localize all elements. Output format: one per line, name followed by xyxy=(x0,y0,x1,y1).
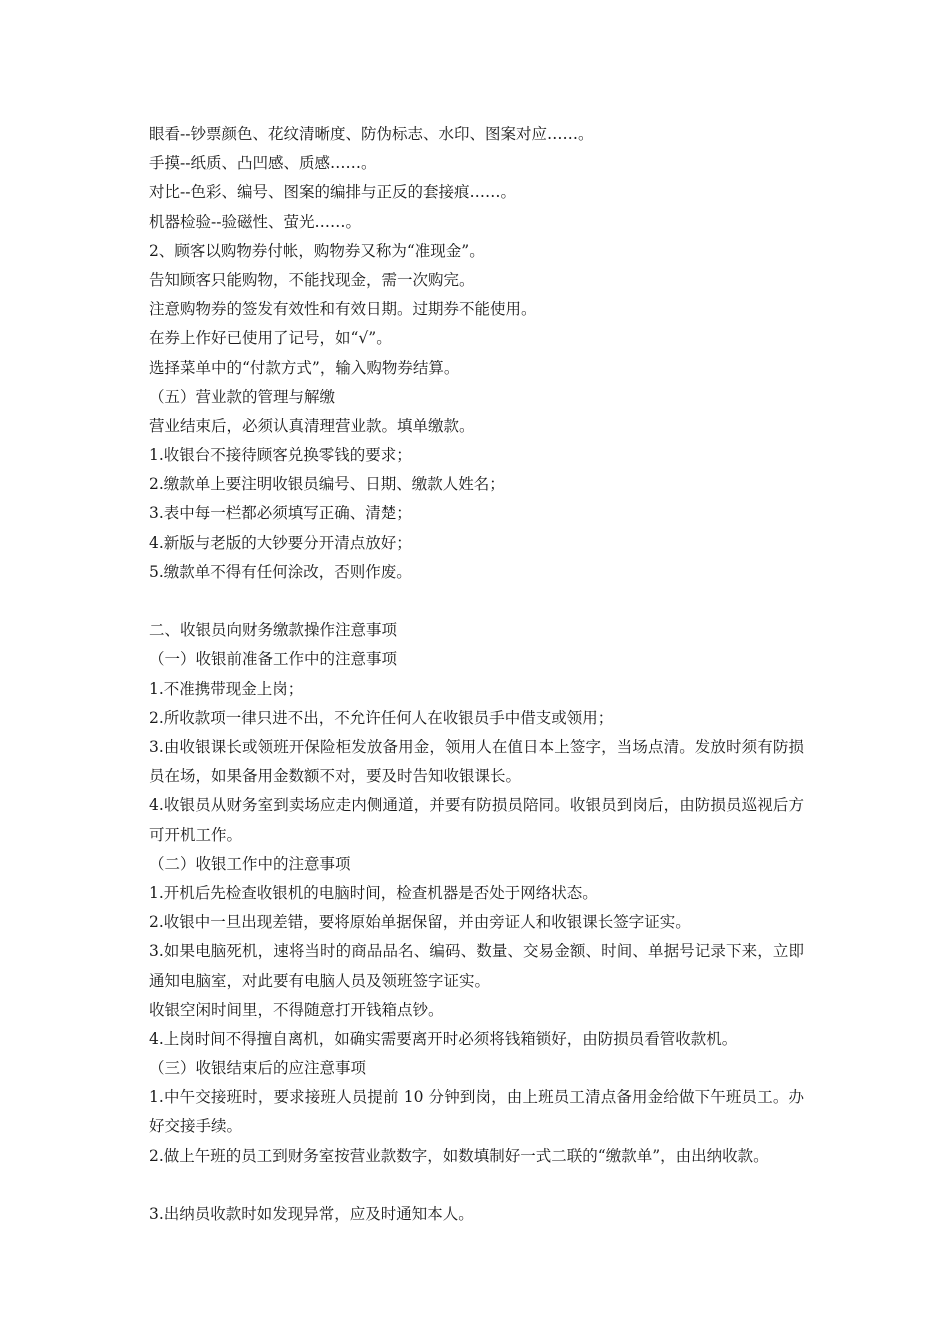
list-item: 4.收银员从财务室到卖场应走内侧通道，并要有防损员陪同。收银员到岗后，由防损员巡视后方可开机工作。 xyxy=(149,796,804,844)
section-heading: 二、收银员向财务缴款操作注意事项 xyxy=(149,621,398,640)
list-item: 2.收银中一旦出现差错，要将原始单据保留，并由旁证人和收银课长签字证实。 xyxy=(149,913,691,932)
list-item: 2.缴款单上要注明收银员编号、日期、缴款人姓名； xyxy=(149,475,505,494)
paragraph: 2、顾客以购物券付帐，购物券又称为“准现金”。 xyxy=(149,241,485,260)
paragraph: 手摸--纸质、凸凹感、质感……。 xyxy=(149,154,377,173)
paragraph: 告知顾客只能购物，不能找现金，需一次购完。 xyxy=(149,270,475,289)
subsection-heading: （一）收银前准备工作中的注意事项 xyxy=(149,650,398,669)
list-item: 1.不准携带现金上岗； xyxy=(149,679,304,698)
list-item: 5.缴款单不得有任何涂改，否则作废。 xyxy=(149,562,412,581)
list-item: 1.开机后先检查收银机的电脑时间，检查机器是否处于网络状态。 xyxy=(149,883,598,902)
list-item: 3.出纳员收款时如发现异常，应及时通知本人。 xyxy=(149,1205,474,1224)
list-item: 1.中午交接班时，要求接班人员提前 10 分钟到岗，由上班员工清点备用金给做下午班员工。办好交接手续。 xyxy=(149,1088,804,1136)
paragraph: 机器检验--验磁性、萤光……。 xyxy=(149,212,361,231)
list-item: 1.收银台不接待顾客兑换零钱的要求； xyxy=(149,446,412,465)
list-item: 2.所收款项一律只进不出，不允许任何人在收银员手中借支或领用； xyxy=(149,708,614,727)
paragraph: 对比--色彩、编号、图案的编排与正反的套接痕……。 xyxy=(149,183,516,202)
paragraph: 眼看--钞票颜色、花纹清晰度、防伪标志、水印、图案对应……。 xyxy=(149,125,594,143)
list-item: 4.上岗时间不得擅自离机，如确实需要离开时必须将钱箱锁好，由防损员看管收款机。 xyxy=(149,1029,738,1048)
paragraph: 注意购物券的签发有效性和有效日期。过期券不能使用。 xyxy=(149,300,537,319)
paragraph: 营业结束后，必须认真清理营业款。填单缴款。 xyxy=(149,416,475,435)
paragraph: 收银空闲时间里，不得随意打开钱箱点钞。 xyxy=(149,1000,444,1019)
section-heading: （五）营业款的管理与解缴 xyxy=(149,387,336,406)
list-item: 2.做上午班的员工到财务室按营业款数字，如数填制好一式二联的“缴款单”，由出纳收款。 xyxy=(149,1146,769,1165)
document-body xyxy=(149,120,804,1229)
list-item: 4.新版与老版的大钞要分开清点放好； xyxy=(149,533,412,552)
blank-line xyxy=(149,587,804,616)
subsection-heading: （三）收银结束后的应注意事项 xyxy=(149,1059,367,1078)
list-item: 3.由收银课长或领班开保险柜发放备用金，领用人在值日本上签字，当场点清。发放时须有防损员在场，如果备用金数额不对，要及时告知收银课长。 xyxy=(149,737,804,786)
paragraph: 在券上作好已使用了记号，如“√”。 xyxy=(149,329,392,348)
subsection-heading: （二）收银工作中的注意事项 xyxy=(149,854,351,873)
blank-line xyxy=(149,1171,804,1200)
paragraph: 选择菜单中的“付款方式”，输入购物券结算。 xyxy=(149,358,460,377)
list-item: 3.表中每一栏都必须填写正确、清楚； xyxy=(149,504,412,523)
list-item: 3.如果电脑死机，速将当时的商品品名、编码、数量、交易金额、时间、单据号记录下来，立即通知电脑室，对此要有电脑人员及领班签字证实。 xyxy=(149,942,804,990)
